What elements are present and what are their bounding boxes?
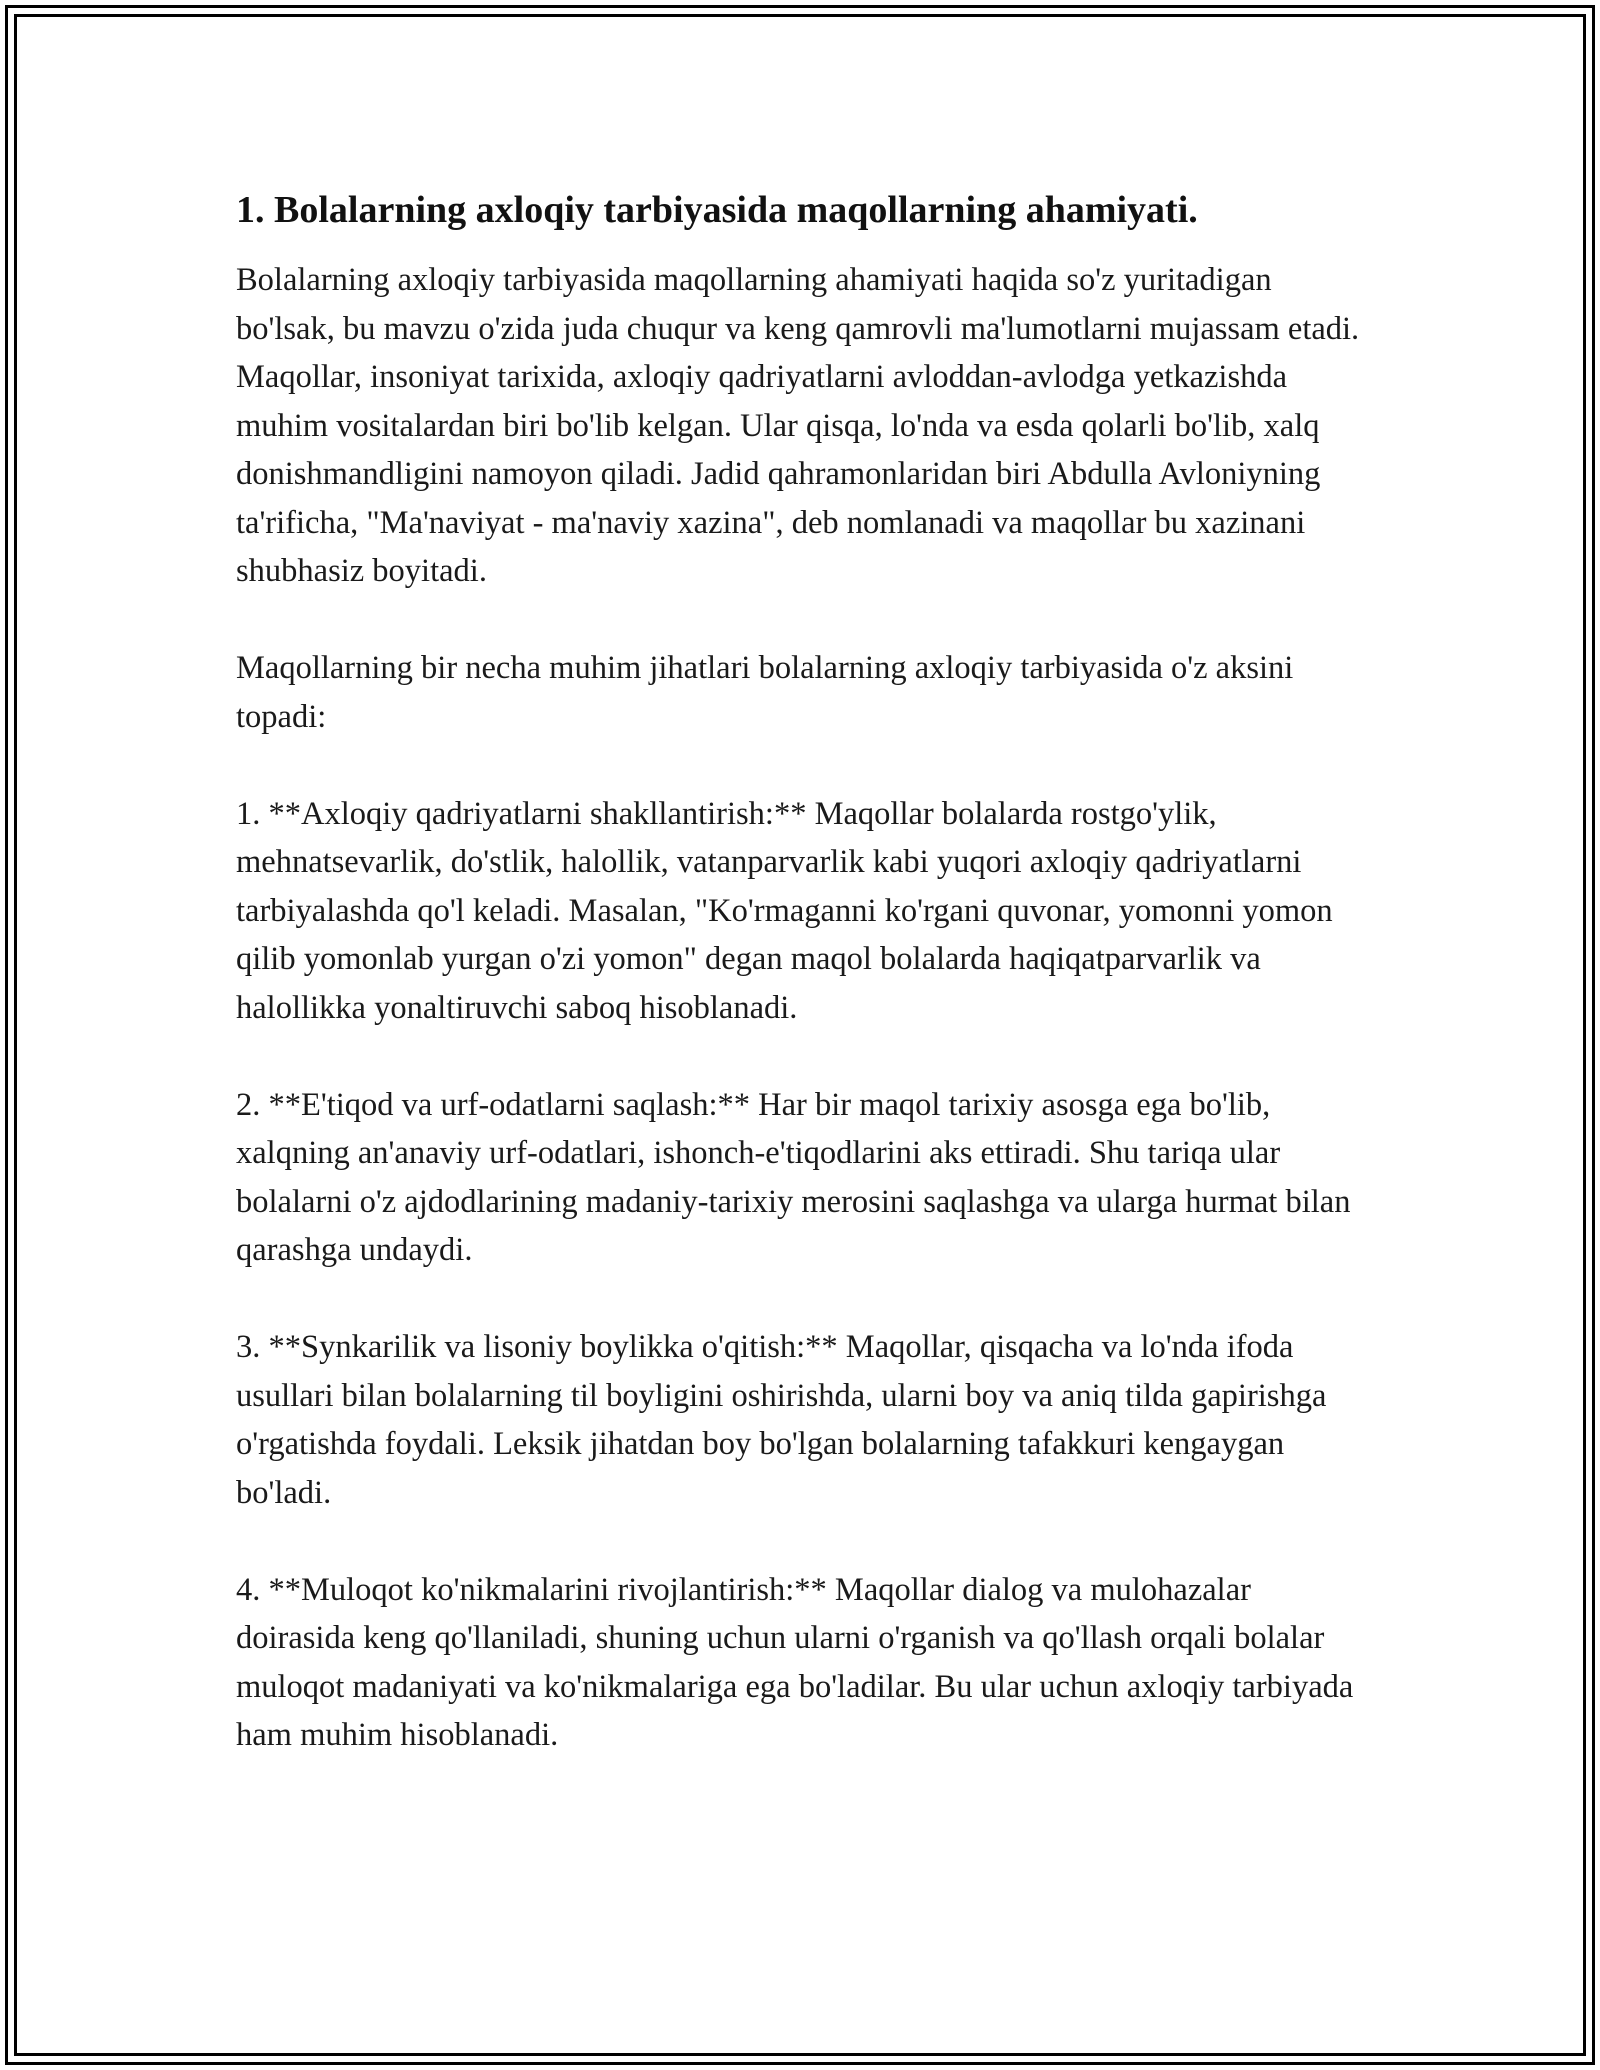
list-item-3: 3. **Synkarilik va lisoniy boylikka o'qitish:** Maqollar, qisqacha va lo'nda ifoda usullari bilan bolalarning til boyligini oshirishda, ularni boy va aniq tilda gapirishga o'rgatishda foydali. Leksik jihatdan boy bo'lgan bolalarning tafakkuri kengaygan bo'ladi. [236,1329,1327,1511]
document-body [236,186,1366,1808]
document-title: 1. Bolalarning axloqiy tarbiyasida maqollarning ahamiyati. [236,189,1198,231]
paragraph-intro: Bolalarning axloqiy tarbiyasida maqollarning ahamiyati haqida so'z yuritadigan bo'lsak, bu mavzu o'zida juda chuqur va keng qamrovli ma'lumotlarni mujassam etadi. Maqollar, insoniyat tarixida, axloqiy qadriyatlarni avloddan-avlodga yetkazishda muhim vositalardan biri bo'lib kelgan. Ular qisqa, lo'nda va esda qolarli bo'lib, xalq donishmandligini namoyon qiladi. Jadid qahramonlaridan biri Abdulla Avloniyning ta'rificha, "Ma'naviyat - ma'naviy xazina", deb nomlanadi va maqollar bu xazinani shubhasiz boyitadi. [236,262,1360,589]
list-item-1: 1. **Axloqiy qadriyatlarni shakllantirish:** Maqollar bolalarda rostgo'ylik, mehnatsevarlik, do'stlik, halollik, vatanparvarlik kabi yuqori axloqiy qadriyatlarni tarbiyalashda qo'l keladi. Masalan, "Ko'rmaganni ko'rgani quvonar, yomonni yomon qilib yomonlab yurgan o'zi yomon" degan maqol bolalarda haqiqatparvarlik va halollikka yonaltiruvchi saboq hisoblanadi. [236,795,1333,1026]
list-item-4: 4. **Muloqot ko'nikmalarini rivojlantirish:** Maqollar dialog va mulohazalar doirasida keng qo'llaniladi, shuning uchun ularni o'rganish va qo'llash orqali bolalar muloqot madaniyati va ko'nikmalariga ega bo'ladilar. Bu ular uchun axloqiy tarbiyada ham muhim hisoblanadi. [236,1571,1354,1753]
paragraph-aspects-lead: Maqollarning bir necha muhim jihatlari bolalarning axloqiy tarbiyasida o'z aksini topadi: [236,650,1294,735]
list-item-2: 2. **E'tiqod va urf-odatlarni saqlash:** Har bir maqol tarixiy asosga ega bo'lib, xalqning an'anaviy urf-odatlari, ishonch-e'tiqodlarini aks ettiradi. Shu tariqa ular bolalarni o'z ajdodlarining madaniy-tarixiy merosini saqlashga va ularga hurmat bilan qarashga undaydi. [236,1086,1351,1268]
